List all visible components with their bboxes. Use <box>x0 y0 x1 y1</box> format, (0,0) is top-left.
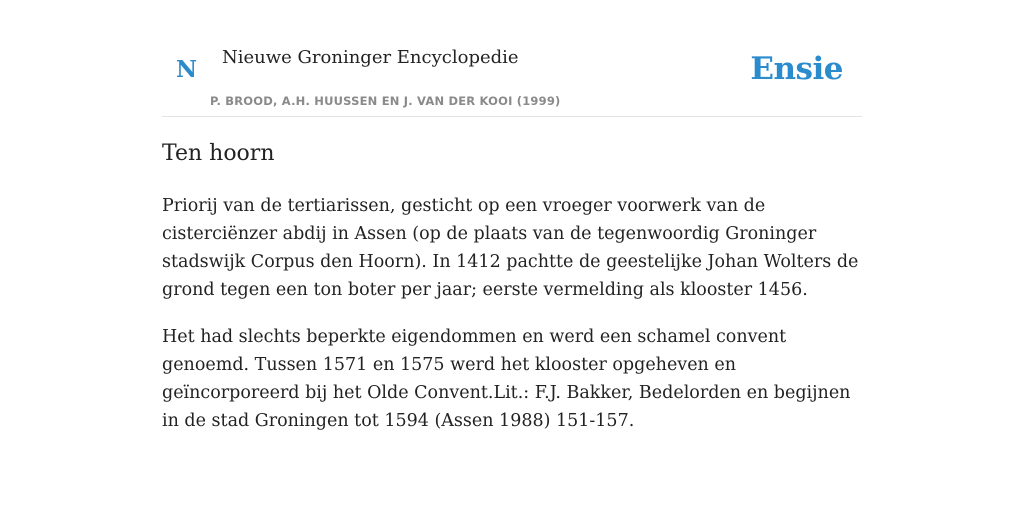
source-title[interactable]: Nieuwe Groninger Encyclopedie <box>222 47 519 68</box>
page <box>162 0 862 431</box>
source-authors: P. BROOD, A.H. HUUSSEN EN J. VAN DER KOOI (1999) <box>210 94 561 108</box>
entry-title: Ten hoorn <box>162 141 275 166</box>
source-header <box>162 0 862 117</box>
source-logo-initial[interactable]: N <box>176 56 198 83</box>
entry-body <box>162 192 862 454</box>
entry-paragraph: Het had slechts beperkte eigendommen en werd een schamel convent genoemd. Tussen 1571 en 1575 werd het klooster opgeheven en geïncorporeerd bij het Olde Convent.Lit.: F.J. Bakker, Bedelorden en begijnen in de stad Groningen tot 1594 (Assen 1988) 151-157. <box>162 327 851 431</box>
brand-logo[interactable]: Ensie <box>750 51 843 87</box>
entry-paragraph: Priorij van de tertiarissen, gesticht op een vroeger voorwerk van de cisterciënzer abdij in Assen (op de plaats van de tegenwoordig Groninger stadswijk Corpus den Hoorn). In 1412 pachtte de geestelijke Johan Wolters de grond tegen een ton boter per jaar; eerste vermelding als klooster 1456. <box>162 196 859 300</box>
